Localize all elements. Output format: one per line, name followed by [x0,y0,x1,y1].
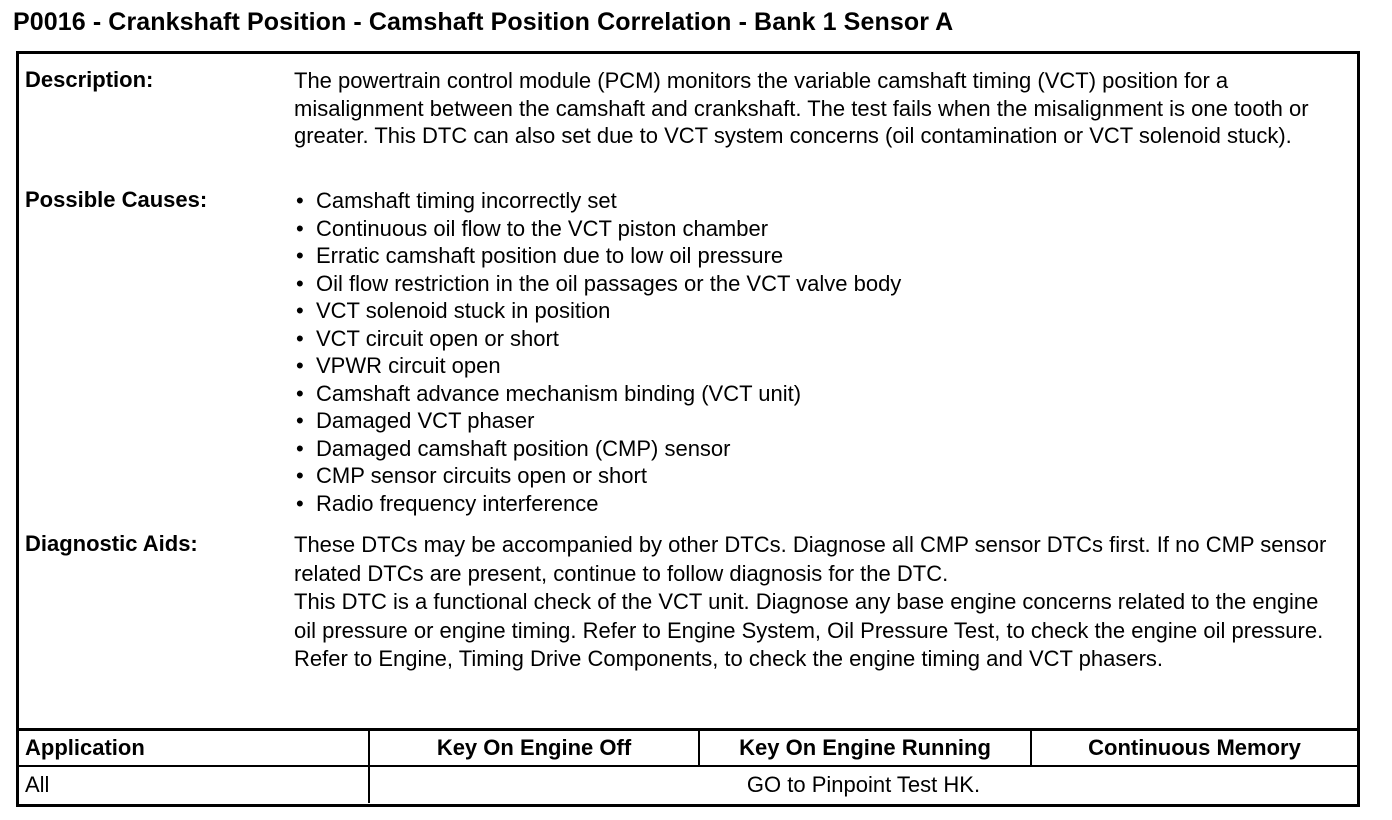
possible-causes-list [294,187,1344,517]
diagnostic-aids-paragraph: This DTC is a functional check of the VCT unit. Diagnose any base engine concerns related to the engine oil pressure or engine timing. Refer to Engine System, Oil Pressure Test, to check the engine oil pressure. Refer to Engine, Timing Drive Components, to check the engine timing and VCT phasers. [294,589,1324,671]
bullet-icon: • [296,353,304,378]
cause-item [294,270,1344,298]
cause-item [294,435,1344,463]
diagnostic-aids-body [294,531,1344,674]
table-row [19,766,1357,803]
bullet-icon: • [296,188,304,213]
dtc-info-box [16,51,1360,807]
bullet-icon: • [296,435,304,461]
column-header-koer: Key On Engine Running [699,730,1031,766]
bullet-icon: • [296,298,304,323]
cause-text: Camshaft timing incorrectly set [316,188,617,213]
possible-causes-label: Possible Causes: [25,187,208,212]
column-header-continuous-memory: Continuous Memory [1031,730,1357,766]
bullet-icon: • [296,325,304,351]
diagnostic-aids-label: Diagnostic Aids: [25,531,198,556]
cause-item [294,215,1344,243]
cause-text: Erratic camshaft position due to low oil pressure [316,243,784,268]
cause-text: CMP sensor circuits open or short [316,463,647,488]
bullet-icon: • [296,215,304,241]
cause-text: VPWR circuit open [316,353,501,378]
page-title: P0016 - Crankshaft Position - Camshaft Position Correlation - Bank 1 Sensor A [13,8,954,36]
cause-item [294,242,1344,270]
cause-item [294,187,1344,215]
cause-item [294,352,1344,380]
cause-item [294,490,1344,518]
table-header-row [19,730,1357,766]
bullet-icon: • [296,490,304,516]
description-body [294,67,1344,150]
description-text: The powertrain control module (PCM) monitors the variable camshaft timing (VCT) position for a misalignment between the camshaft and crankshaft. The test fails when the misalignment is one tooth or greater. This DTC can also set due to VCT system concerns (oil contamination or VCT solenoid stuck). [294,68,1309,148]
bullet-icon: • [296,408,304,433]
cause-text: Oil flow restriction in the oil passages or the VCT valve body [316,270,902,296]
cause-item [294,297,1344,325]
bullet-icon: • [296,243,304,268]
action-cell: GO to Pinpoint Test HK. [369,766,1357,803]
dtc-info-section [19,54,1357,728]
cause-item [294,380,1344,408]
diagnostic-aids-paragraph: These DTCs may be accompanied by other DTCs. Diagnose all CMP sensor DTCs first. If no CMP sensor related DTCs are present, continue to follow diagnosis for the DTC. [294,532,1327,586]
bullet-icon: • [296,270,304,296]
column-header-koeo: Key On Engine Off [369,730,699,766]
column-header-application: Application [19,730,369,766]
possible-causes-body [294,187,1344,517]
cause-text: VCT solenoid stuck in position [316,298,611,323]
cause-text: Continuous oil flow to the VCT piston chamber [316,215,769,241]
bullet-icon: • [296,380,304,406]
bullet-icon: • [296,463,304,488]
cause-item [294,407,1344,435]
description-label: Description: [25,67,154,92]
cause-text: Radio frequency interference [316,490,599,516]
cause-text: Damaged VCT phaser [316,408,535,433]
cause-text: VCT circuit open or short [316,325,559,351]
cause-item [294,462,1344,490]
cause-item [294,325,1344,353]
cause-text: Camshaft advance mechanism binding (VCT unit) [316,380,802,406]
application-table [19,728,1357,803]
cause-text: Damaged camshaft position (CMP) sensor [316,435,731,461]
application-cell: All [19,766,369,803]
